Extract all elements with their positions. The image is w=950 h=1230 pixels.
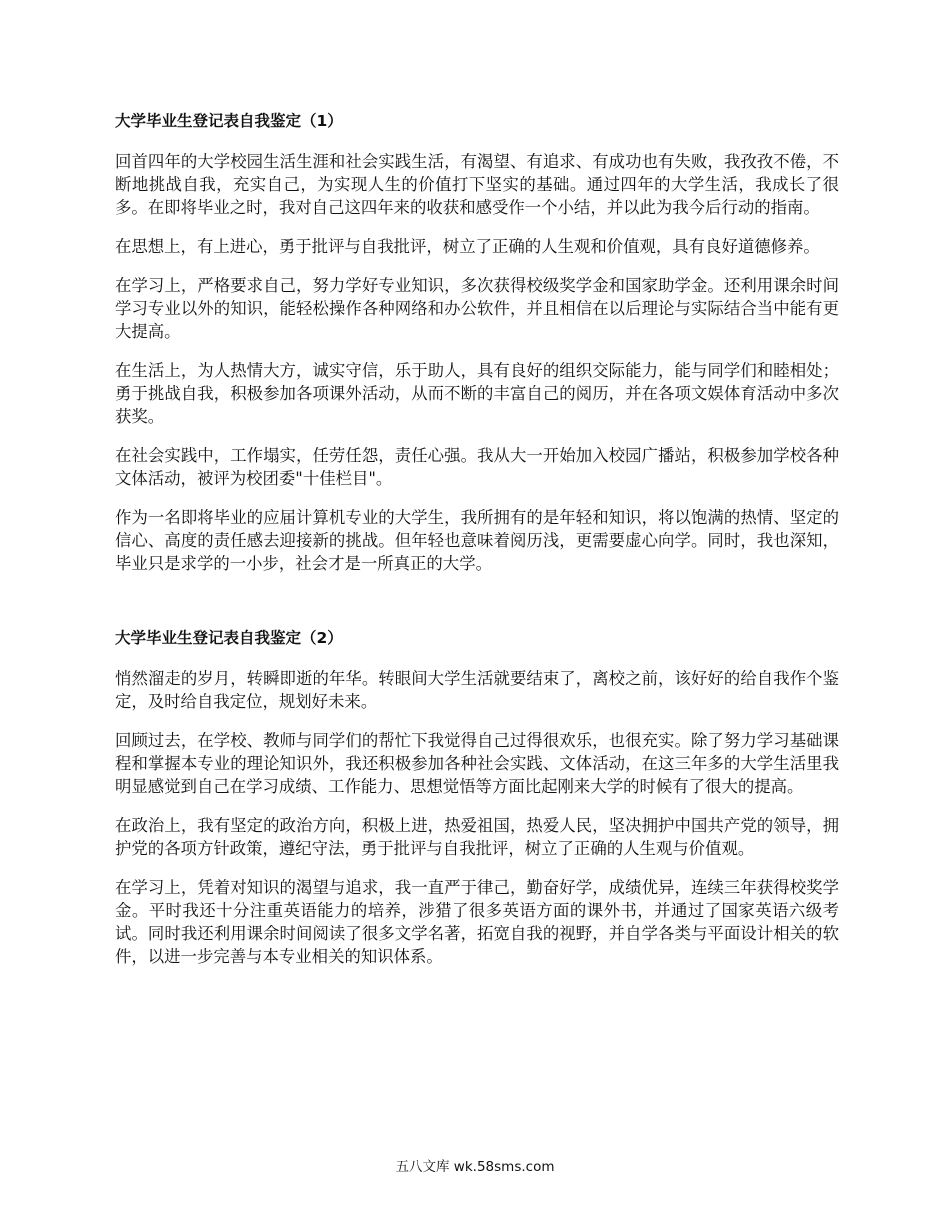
paragraph: 回首四年的大学校园生活生涯和社会实践生活，有渴望、有追求、有成功也有失败，我孜孜不倦，不断地挑战自我，充实自己，为实现人生的价值打下坚实的基础。通过四年的大学生活，我成长了很多。在即将毕业之时，我对自己这四年来的收获和感受作一个小结，并以此为我今后行动的指南。 — [115, 152, 839, 217]
paragraph: 在学习上，严格要求自己，努力学好专业知识，多次获得校级奖学金和国家助学金。还利用课余时间学习专业以外的知识，能轻松操作各种网络和办公软件，并且相信在以后理论与实际结合当中能有更大提高。 — [115, 276, 839, 341]
paragraph: 回顾过去，在学校、教师与同学们的帮忙下我觉得自己过得很欢乐，也很充实。除了努力学习基础课程和掌握本专业的理论知识外，我还积极参加各种社会实践、文体活动，在这三年多的大学生活里我明显感觉到自己在学习成绩、工作能力、思想觉悟等方面比起刚来大学的时候有了很大的提高。 — [115, 731, 839, 796]
paragraph: 在社会实践中，工作塌实，任劳任怨，责任心强。我从大一开始加入校园广播站，积极参加学校各种文体活动，被评为校团委"十佳栏目"。 — [115, 446, 839, 488]
section-1 — [115, 108, 839, 575]
section-2 — [115, 625, 839, 968]
paragraph: 作为一名即将毕业的应届计算机专业的大学生，我所拥有的是年轻和知识，将以饱满的热情、坚定的信心、高度的责任感去迎接新的挑战。但年轻也意味着阅历浅，更需要虚心向学。同时，我也深知，毕业只是求学的一小步，社会才是一所真正的大学。 — [115, 508, 839, 573]
paragraph: 在学习上，凭着对知识的渴望与追求，我一直严于律己，勤奋好学，成绩优异，连续三年获得校奖学金。平时我还十分注重英语能力的培养，涉猎了很多英语方面的课外书，并通过了国家英语六级考试。同时我还利用课余时间阅读了很多文学名著，拓宽自我的视野，并自学各类与平面设计相关的软件，以进一步完善与本专业相关的知识体系。 — [115, 878, 839, 966]
document-body — [115, 108, 839, 984]
section-title: 大学毕业生登记表自我鉴定（1） — [115, 112, 343, 130]
paragraph: 在生活上，为人热情大方，诚实守信，乐于助人，具有良好的组织交际能力，能与同学们和睦相处；勇于挑战自我，积极参加各项课外活动，从而不断的丰富自己的阅历，并在各项文娱体育活动中多次获奖。 — [115, 361, 839, 426]
paragraph: 在思想上，有上进心，勇于批评与自我批评，树立了正确的人生观和价值观，具有良好道德修养。 — [115, 237, 820, 256]
footer-watermark: 五八文库 wk.58sms.com — [395, 1159, 555, 1175]
section-spacer — [115, 591, 839, 625]
paragraph: 悄然溜走的岁月，转瞬即逝的年华。转眼间大学生活就要结束了，离校之前，该好好的给自我作个鉴定，及时给自我定位，规划好未来。 — [115, 669, 839, 711]
section-title: 大学毕业生登记表自我鉴定（2） — [115, 629, 343, 647]
paragraph: 在政治上，我有坚定的政治方向，积极上进，热爱祖国，热爱人民，坚决拥护中国共产党的领导，拥护党的各项方针政策，遵纪守法，勇于批评与自我批评，树立了正确的人生观与价值观。 — [115, 816, 839, 858]
